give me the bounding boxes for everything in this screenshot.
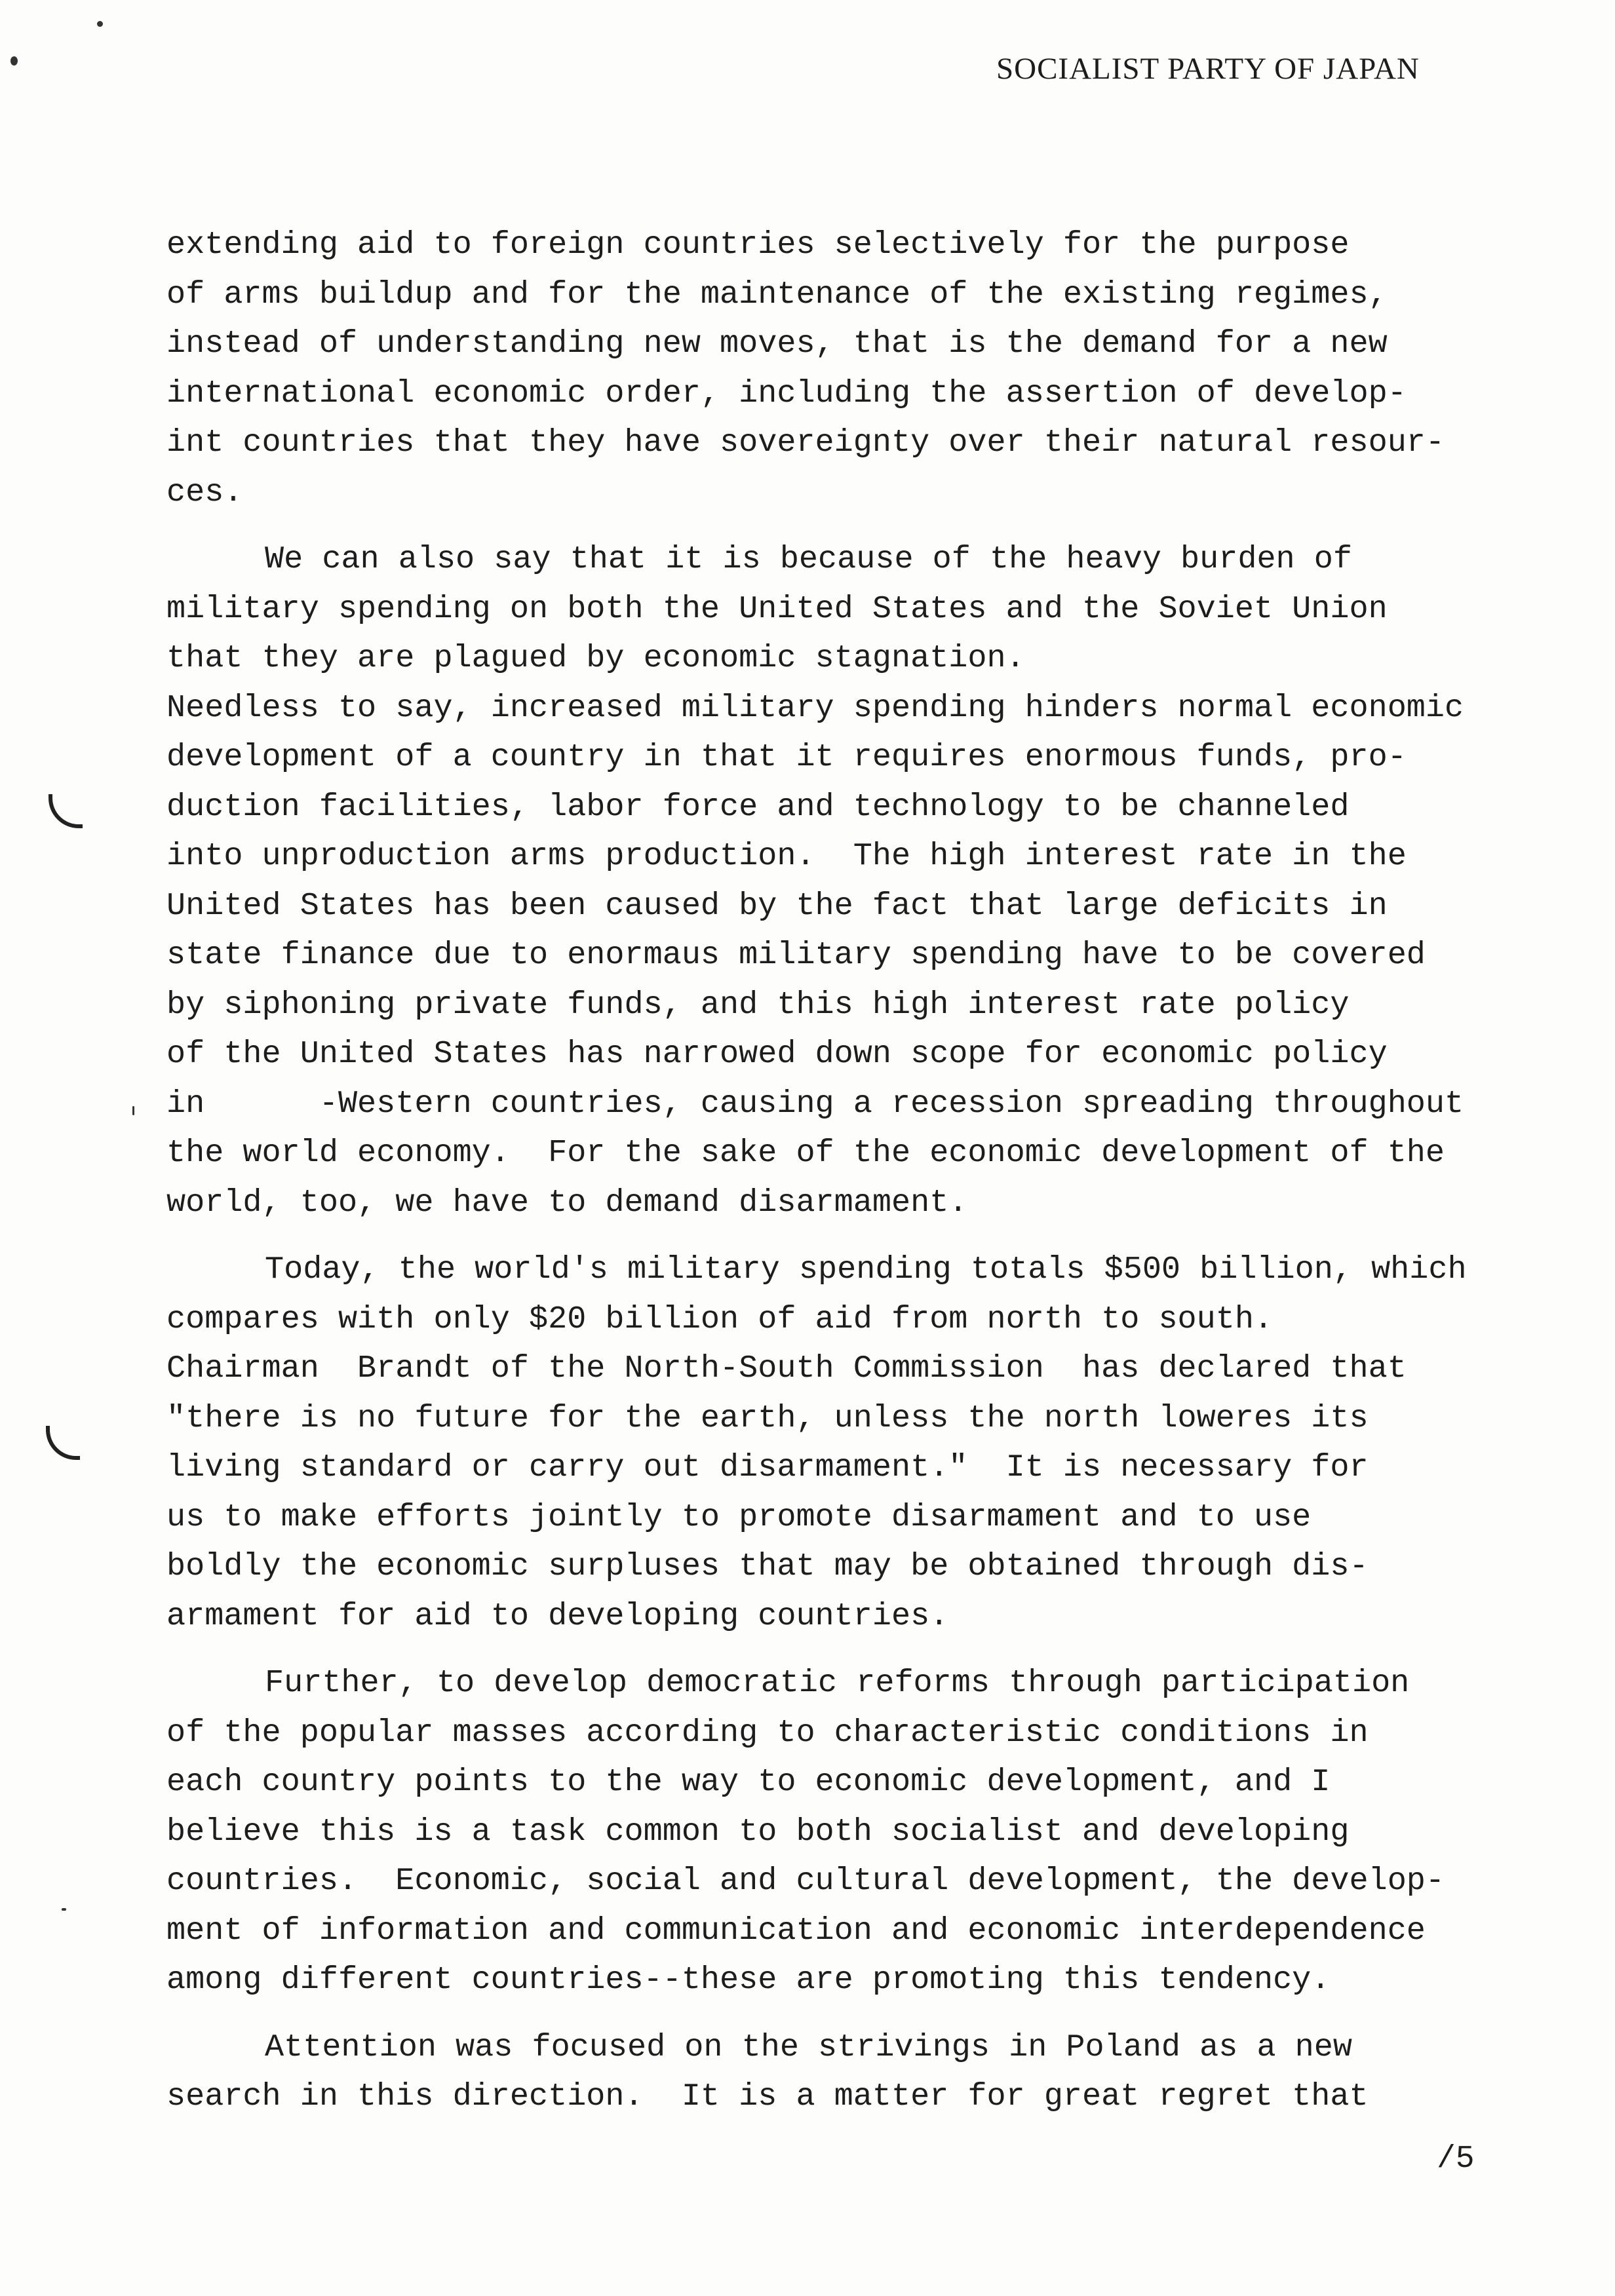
text-line: We can also say that it is because of the heavy burden of — [265, 541, 1352, 577]
text-line: into unproduction arms production. The high interest rate in the — [166, 838, 1407, 874]
margin-bracket-mark — [46, 1426, 80, 1460]
text-line: world, too, we have to demand disarmament. — [166, 1184, 968, 1221]
text-line: international economic order, including the assertion of develop- — [166, 375, 1407, 411]
text-line: the world economy. For the sake of the economic development of the — [166, 1135, 1445, 1171]
page-number: /5 — [1437, 2141, 1475, 2177]
paragraph — [166, 2023, 1556, 2122]
paragraph — [166, 1245, 1556, 1641]
text-line: state finance due to enormaus military spending have to be covered — [166, 937, 1426, 973]
text-line: int countries that they have sovereignty over their natural resour- — [166, 425, 1445, 461]
text-line: military spending on both the United States and the Soviet Union — [166, 590, 1388, 627]
paragraph — [166, 1658, 1556, 2005]
text-line: countries. Economic, social and cultural development, the develop- — [166, 1863, 1445, 1899]
text-line: Chairman Brandt of the North-South Commission has declared that — [166, 1350, 1407, 1387]
text-line: among different countries--these are promoting this tendency. — [166, 1962, 1331, 1998]
text-line: "there is no future for the earth, unless the north loweres its — [166, 1400, 1369, 1436]
text-line: United States has been caused by the fact that large deficits in — [166, 887, 1388, 924]
scan-speck — [132, 1106, 134, 1115]
text-line: Needless to say, increased military spending hinders normal economic — [166, 689, 1464, 726]
text-line: armament for aid to developing countries. — [166, 1598, 949, 1634]
text-line: by siphoning private funds, and this high interest rate policy — [166, 986, 1350, 1023]
text-line: compares with only $20 billion of aid from north to south. — [166, 1301, 1274, 1337]
text-line: extending aid to foreign countries selectively for the purpose — [166, 227, 1350, 263]
text-line: in -Western countries, causing a recession spreading throughout — [166, 1085, 1464, 1122]
text-line: of the United States has narrowed down scope for economic policy — [166, 1036, 1388, 1072]
text-line: that they are plagued by economic stagnation. — [166, 640, 1025, 676]
paragraph — [166, 220, 1556, 517]
text-line: Further, to develop democratic reforms through participation — [265, 1665, 1410, 1701]
text-line: instead of understanding new moves, that is the demand for a new — [166, 326, 1388, 362]
text-line: search in this direction. It is a matter for great regret that — [166, 2078, 1369, 2114]
text-line: boldly the economic surpluses that may be obtained through dis- — [166, 1548, 1369, 1584]
scan-speck — [97, 21, 103, 27]
text-line: duction facilities, labor force and technology to be channeled — [166, 788, 1350, 825]
text-line: Today, the world's military spending totals $500 billion, which — [265, 1252, 1467, 1288]
margin-bracket-mark — [49, 794, 83, 828]
text-line: development of a country in that it requires enormous funds, pro- — [166, 739, 1407, 775]
text-line: ment of information and communication and economic interdependence — [166, 1912, 1426, 1949]
scan-speck — [62, 1908, 66, 1911]
body-text — [166, 220, 1556, 2139]
text-line: of arms buildup and for the maintenance of the existing regimes, — [166, 276, 1388, 313]
text-line: each country points to the way to economic development, and I — [166, 1764, 1331, 1800]
text-line: of the popular masses according to characteristic conditions in — [166, 1714, 1369, 1751]
text-line: living standard or carry out disarmament." It is necessary for — [166, 1449, 1369, 1485]
text-line: ces. — [166, 474, 243, 510]
text-line: Attention was focused on the strivings in Poland as a new — [265, 2029, 1352, 2065]
paragraph — [166, 535, 1556, 1227]
text-line: believe this is a task common to both socialist and developing — [166, 1813, 1350, 1850]
running-header: SOCIALIST PARTY OF JAPAN — [996, 52, 1420, 86]
text-line: us to make efforts jointly to promote disarmament and to use — [166, 1499, 1312, 1535]
scan-speck — [10, 56, 18, 66]
